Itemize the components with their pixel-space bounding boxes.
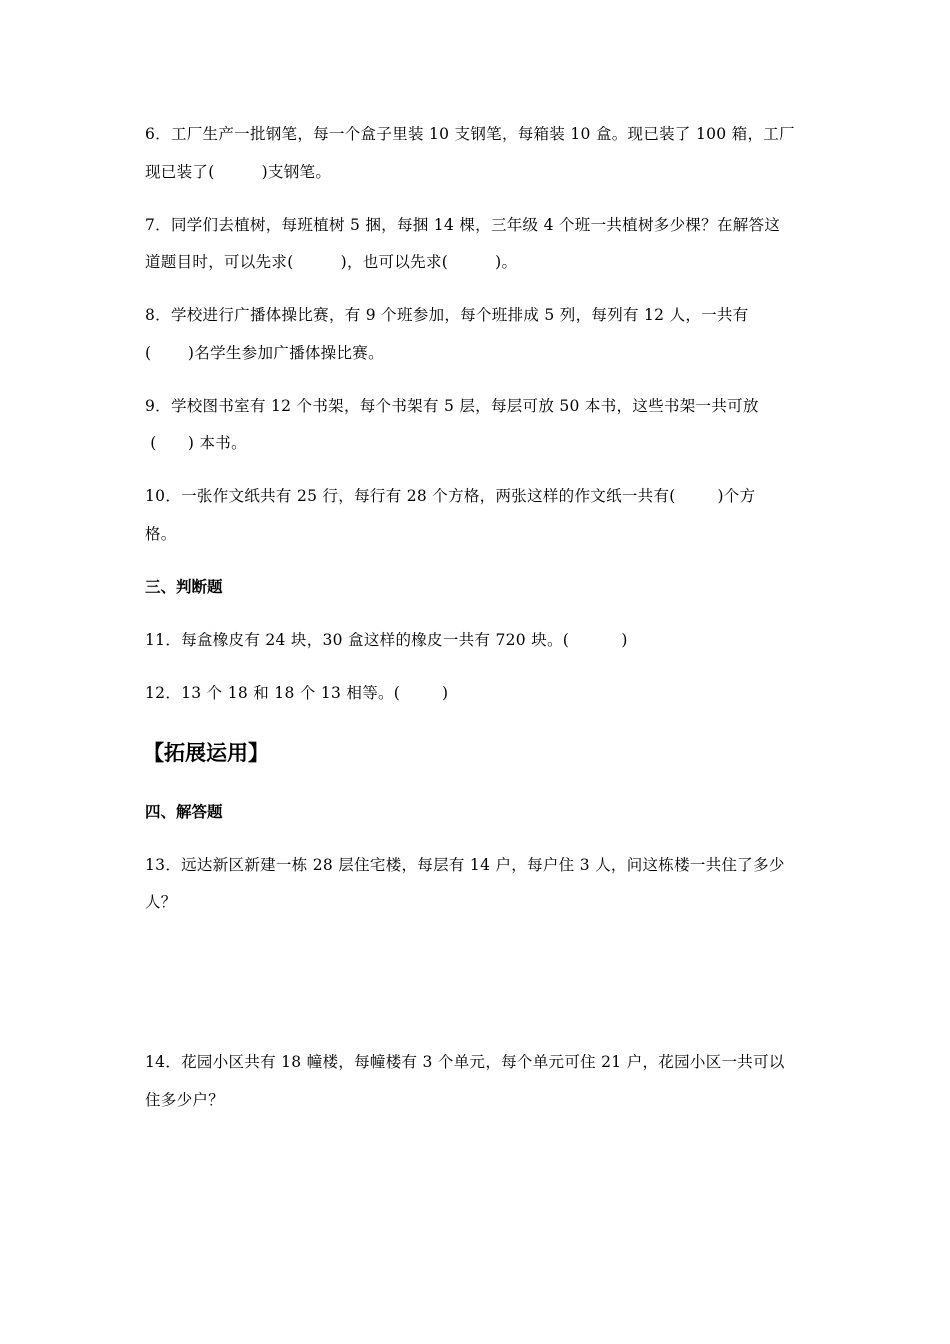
question-13-line-1: 13．远达新区新建一栋 28 层住宅楼，每层有 14 户，每户住 3 人，问这栋楼一共住了多少 (145, 856, 785, 874)
question-9-line-1: 9．学校图书室有 12 个书架，每个书架有 5 层，每层可放 50 本书，这些书架一共可放 (145, 397, 759, 415)
extension-heading: 【拓展运用】 (143, 741, 269, 765)
question-8-line-1: 8．学校进行广播体操比赛，有 9 个班参加，每个班排成 5 列，每列有 12 人，一共有 (145, 306, 749, 324)
question-6-line-1: 6．工厂生产一批钢笔，每一个盒子里装 10 支钢笔，每箱装 10 盒。现已装了 100 箱，工厂 (145, 125, 795, 143)
section-3-heading: 三、判断题 (145, 578, 223, 596)
question-9-line-2: ( ) 本书。 (145, 434, 247, 452)
question-7-line-1: 7．同学们去植树，每班植树 5 捆，每捆 14 棵，三年级 4 个班一共植树多少棵？在解答这 (145, 216, 781, 234)
question-10-line-2: 格。 (145, 525, 177, 543)
section-4-heading: 四、解答题 (145, 803, 223, 821)
question-11-line-1: 11．每盒橡皮有 24 块，30 盒这样的橡皮一共有 720 块。( ) (145, 631, 628, 649)
question-13-line-2: 人？ (145, 893, 177, 911)
question-6-line-2: 现已装了( )支钢笔。 (145, 163, 332, 181)
question-12-line-1: 12．13 个 18 和 18 个 13 相等。( ) (145, 684, 449, 702)
question-14-line-1: 14．花园小区共有 18 幢楼，每幢楼有 3 个单元，每个单元可住 21 户，花园小区一共可以 (145, 1053, 785, 1071)
question-10-line-1: 10．一张作文纸共有 25 行，每行有 28 个方格，两张这样的作文纸一共有( )个方 (145, 487, 756, 505)
question-14-line-2: 住多少户？ (145, 1091, 225, 1109)
question-7-line-2: 道题目时，可以先求( )，也可以先求( )。 (145, 253, 518, 271)
question-8-line-2: ( )名学生参加广播体操比赛。 (145, 344, 384, 362)
